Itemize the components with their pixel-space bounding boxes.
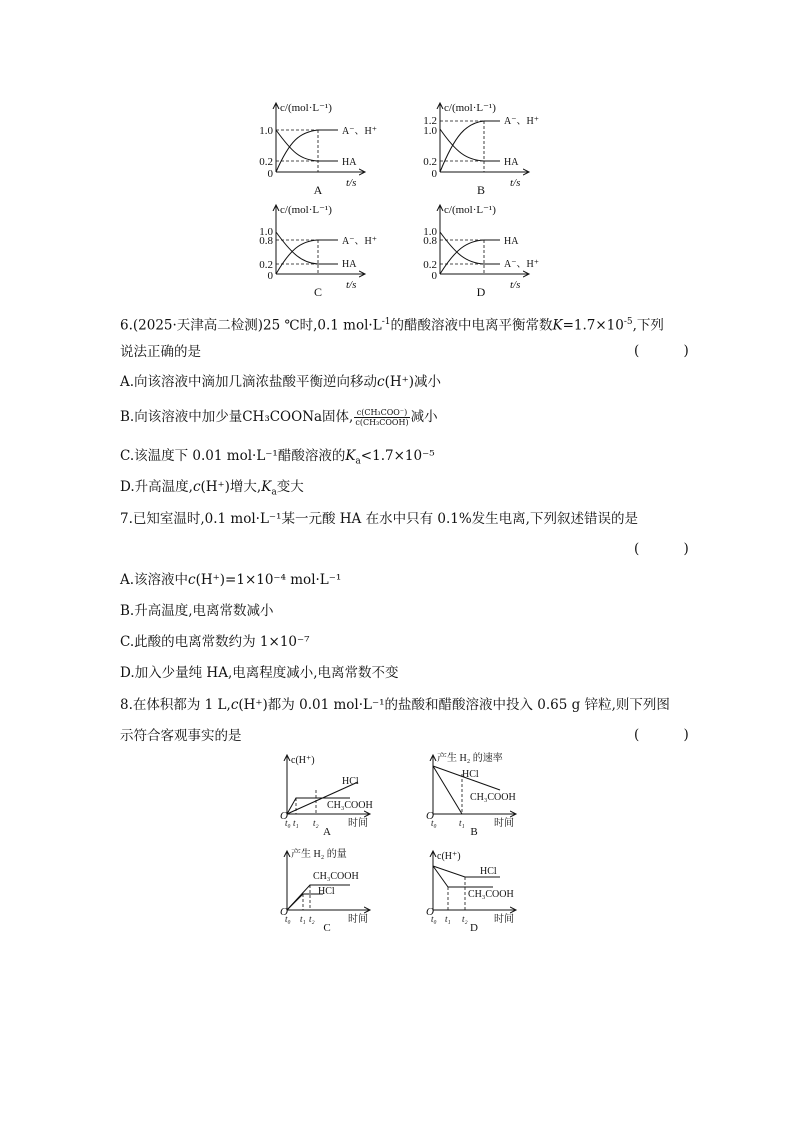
graph-b-letter: B <box>476 183 486 197</box>
graph-d-origin: 0 <box>431 270 437 282</box>
q8-graph-b <box>426 751 516 838</box>
graph-c-tick-low: 0.2 <box>259 259 273 271</box>
q8-graph-d-xlabel: 时间 <box>494 914 514 925</box>
q8-graph-c-ylabel: 产生 H₂ 的量 <box>291 849 347 860</box>
graph-d-lower-label: A⁻、H⁺ <box>504 259 539 270</box>
q8-graph-c-letter: C <box>323 922 331 934</box>
graph-b-lower-label: HA <box>504 157 519 168</box>
graph-a-ylabel: c/(mol·L⁻¹) <box>280 102 332 114</box>
q7-option-d: D.加入少量纯 HA,电离程度减小,电离常数不变 <box>120 665 399 681</box>
q6-stem-line2: 说法正确的是 <box>120 344 201 360</box>
q7-option-a-text: A.该溶液中 <box>120 572 189 588</box>
q8-figure <box>0 750 794 940</box>
graph-d-tick-low: 0.2 <box>423 259 437 271</box>
q8-stem-line1 <box>120 696 670 714</box>
graph-d-xlabel: t/s <box>510 279 521 291</box>
graph-c-upper-label: A⁻、H⁺ <box>342 236 377 247</box>
q8-graph-d-ylabel: c(H⁺) <box>437 851 461 862</box>
q8-graph-d-origin: O <box>426 906 434 918</box>
q8-graph-b-t1: t₁ <box>459 818 465 828</box>
q8-stem-a: 8.在体积都为 1 L, <box>120 697 231 713</box>
q8-graph-a-t1: t₁ <box>293 818 299 828</box>
graph-c-origin: 0 <box>267 270 273 282</box>
graph-d-letter: D <box>476 285 486 299</box>
graph-a-origin: 0 <box>267 168 273 180</box>
q7-option-a-c: c <box>188 572 196 588</box>
q6-option-c-k: K <box>345 448 356 464</box>
q8-graph-c-t2: t₂ <box>309 914 315 924</box>
graph-d-tick-top: 1.0 <box>423 226 437 238</box>
q6-option-d <box>120 478 304 502</box>
q6-option-d-c: c <box>192 479 201 495</box>
q6-option-a <box>120 373 441 391</box>
q7-stem: 7.已知室温时,0.1 mol·L⁻¹某一元酸 HA 在水中只有 0.1%发生电离,下列叙述错误的是 <box>120 511 638 527</box>
graph-b-origin: 0 <box>431 168 437 180</box>
graph-d-tick-second: 0.8 <box>423 235 437 247</box>
q6-option-a-end: (H⁺)减小 <box>384 374 442 390</box>
graph-c-letter: C <box>313 285 323 299</box>
q7-option-c: C.此酸的电离常数约为 1×10⁻⁷ <box>120 634 310 650</box>
q8-graph-c-xlabel: 时间 <box>348 914 368 925</box>
q6-option-c-sub: a <box>355 456 361 467</box>
q6-stem-b: 的醋酸溶液中电离平衡常数 <box>390 317 553 334</box>
q6-option-d-k: K <box>261 479 272 495</box>
q8-stem-line2: 示符合客观事实的是 <box>120 728 242 744</box>
q7-option-a <box>120 571 341 589</box>
q8-graph-c-ch3cooh: CH₃COOH <box>313 871 359 882</box>
graph-c <box>259 204 377 299</box>
graph-c-xlabel: t/s <box>346 279 357 291</box>
graph-d <box>423 204 539 299</box>
q6-option-b-fraction <box>354 408 409 427</box>
q8-graph-a-hcl: HCl <box>342 776 359 787</box>
graph-b-tick-second: 1.0 <box>423 125 437 137</box>
q8-graph-c-t0: t₀ <box>285 914 291 924</box>
q6-stem-c: =1.7×10 <box>562 317 624 334</box>
q6-option-c <box>120 447 435 471</box>
q6-answer-paren: ( ) <box>634 343 709 359</box>
q8-graphs-svg <box>0 750 794 940</box>
q8-graph-b-origin: O <box>426 810 434 822</box>
graph-d-upper-label: HA <box>504 236 519 247</box>
q7-option-a-end: (H⁺)=1×10⁻⁴ mol·L⁻¹ <box>195 572 342 588</box>
q8-graph-b-letter: B <box>470 826 478 838</box>
graph-c-tick-top: 1.0 <box>259 226 273 238</box>
q8-graph-c <box>280 847 370 934</box>
q5-graphs-svg <box>0 0 794 310</box>
graph-c-tick-second: 0.8 <box>259 235 273 247</box>
graph-b-tick-top: 1.2 <box>423 115 437 127</box>
q8-graph-d-t0: t₀ <box>431 914 437 924</box>
graph-c-ylabel: c/(mol·L⁻¹) <box>280 204 332 216</box>
q8-graph-a-origin: O <box>280 810 288 822</box>
graph-a-xlabel: t/s <box>346 177 357 189</box>
q6-stem-a: 6.(2025·天津高二检测)25 ℃时,0.1 mol·L <box>120 317 382 334</box>
q6-option-b-text: B.向该溶液中加少量CH₃COONa固体, <box>120 409 354 425</box>
graph-b <box>423 102 539 197</box>
q6-stem-k: K <box>552 317 563 334</box>
q8-graph-b-ch3cooh: CH₃COOH <box>470 792 516 803</box>
graph-b-upper-label: A⁻、H⁺ <box>504 116 539 127</box>
q6-option-d-mid: (H⁺)增大, <box>200 479 262 495</box>
q8-graph-d-hcl: HCl <box>480 866 497 877</box>
q8-graph-d <box>426 851 516 934</box>
q8-graph-c-hcl: HCl <box>318 886 335 897</box>
q6-option-b-end: 减小 <box>410 409 438 425</box>
q6-stem-sup: -1 <box>381 317 391 327</box>
graph-c-lower-label: HA <box>342 259 357 270</box>
q8-graph-c-t1: t₁ <box>300 914 306 924</box>
graph-a-tick-top: 1.0 <box>259 125 273 137</box>
q8-graph-d-ch3cooh: CH₃COOH <box>468 889 514 900</box>
q6-option-c-text: C.该温度下 0.01 mol·L⁻¹醋酸溶液的 <box>120 448 346 464</box>
q8-graph-b-xlabel: 时间 <box>494 818 514 829</box>
q8-graph-b-t0: t₀ <box>431 818 437 828</box>
q8-stem-c: c <box>230 697 239 713</box>
graph-a-lower-label: HA <box>342 157 357 168</box>
graph-a-upper-label: A⁻、H⁺ <box>342 126 377 137</box>
q8-graph-a-letter: A <box>323 826 331 838</box>
graph-a-tick-low: 0.2 <box>259 156 273 168</box>
q8-graph-a-ch3cooh: CH₃COOH <box>327 800 373 811</box>
q6-option-a-c: c <box>377 374 385 390</box>
q7-answer-paren: ( ) <box>634 541 709 557</box>
q8-graph-a-t0: t₀ <box>285 818 291 828</box>
q7-option-b: B.升高温度,电离常数减小 <box>120 603 274 619</box>
graph-a <box>259 102 377 197</box>
q6-option-b <box>120 408 438 427</box>
q6-stem-line1 <box>120 313 664 335</box>
q8-graph-a-xlabel: 时间 <box>348 818 368 829</box>
q6-option-c-end: <1.7×10⁻⁵ <box>360 448 435 464</box>
graph-b-ylabel: c/(mol·L⁻¹) <box>444 102 496 114</box>
q8-graph-d-t2: t₂ <box>462 914 468 924</box>
q6-stem-d: ,下列 <box>632 317 664 334</box>
q8-graph-a-ylabel: c(H⁺) <box>291 755 315 766</box>
q6-option-b-denominator: c(CH₃COOH) <box>355 418 409 427</box>
q6-option-d-end: 变大 <box>276 479 304 495</box>
graph-b-tick-low: 0.2 <box>423 156 437 168</box>
q8-answer-paren: ( ) <box>634 727 709 743</box>
q6-option-a-text: A.向该溶液中滴加几滴浓盐酸平衡逆向移动 <box>120 374 378 390</box>
q8-graph-a <box>280 755 373 838</box>
q6-option-d-text: D.升高温度, <box>120 479 193 495</box>
graph-d-ylabel: c/(mol·L⁻¹) <box>444 204 496 216</box>
q6-option-d-sub: a <box>271 487 277 498</box>
q8-graph-a-t2: t₂ <box>313 818 319 828</box>
q8-graph-c-origin: O <box>280 906 288 918</box>
q8-graph-d-t1: t₁ <box>445 914 451 924</box>
q8-stem-b: (H⁺)都为 0.01 mol·L⁻¹的盐酸和醋酸溶液中投入 0.65 g 锌粒,则下列图 <box>238 697 670 713</box>
q5-figure <box>0 0 794 310</box>
q6-stem-sup2: -5 <box>623 317 633 327</box>
q8-graph-b-ylabel: 产生 H₂ 的速率 <box>437 753 503 764</box>
q8-graph-b-hcl: HCl <box>462 769 479 780</box>
q8-graph-d-letter: D <box>470 922 478 934</box>
graph-b-xlabel: t/s <box>510 177 521 189</box>
q6-option-b-numerator: c(CH₃COO⁻) <box>354 408 409 418</box>
graph-a-letter: A <box>313 183 323 197</box>
